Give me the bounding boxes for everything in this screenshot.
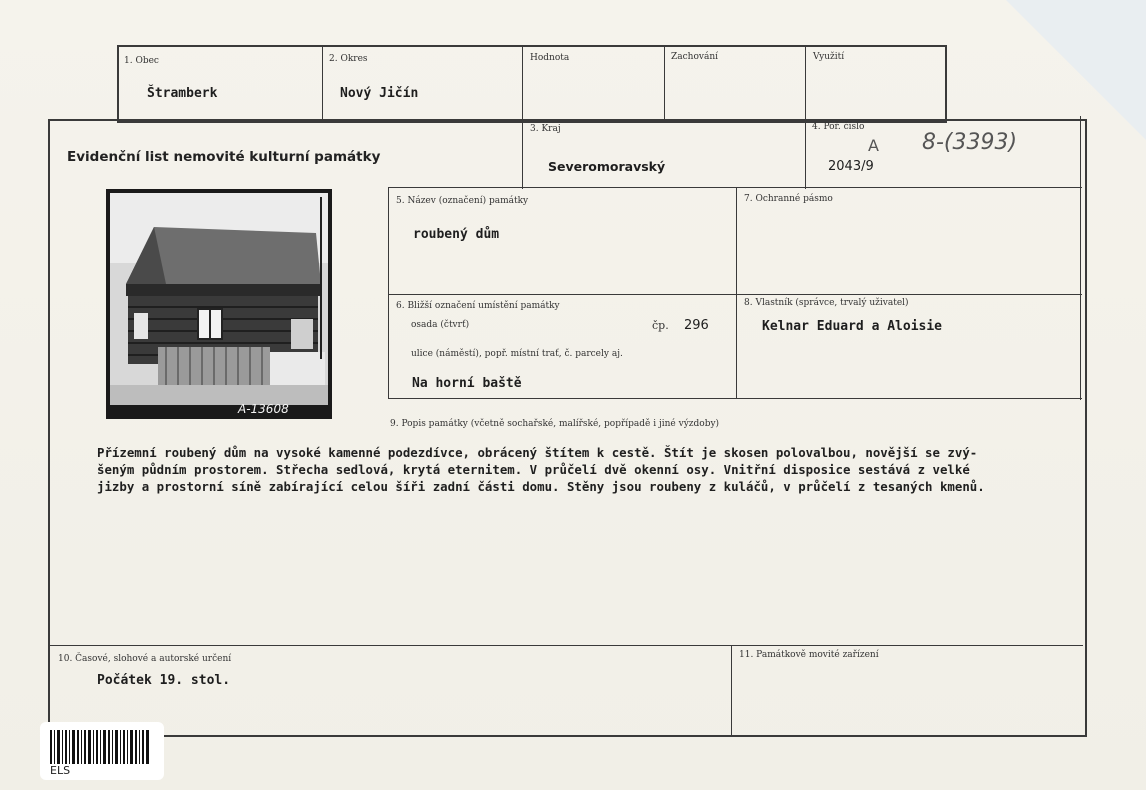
barcode-icon <box>50 730 150 764</box>
grid-line-h2 <box>388 294 1082 295</box>
grid-line-h3 <box>388 398 1082 399</box>
vlastnik-label: 8. Vlastník (správce, trvalý uživatel) <box>744 298 909 308</box>
obec-label: 1. Obec <box>124 56 159 66</box>
ochranne-pasmo-label: 7. Ochranné pásmo <box>744 194 833 204</box>
porcislo-divider <box>805 119 806 189</box>
main-frame-top <box>48 119 524 121</box>
nazev-value: roubený dům <box>413 227 500 242</box>
popis-line: jizby a prostorní síně zabírající celou šíři zadní části domu. Stěny jsou roubeny z kuláčů, v průčelí z tesaných kmenů. <box>97 479 985 494</box>
card-title: Evidenční list nemovité kulturní památky <box>67 149 381 165</box>
hodnota-label: Hodnota <box>530 53 570 63</box>
grid-line-h1 <box>388 187 1082 188</box>
ulice-value: Na horní baště <box>412 376 522 391</box>
house-image <box>106 189 332 419</box>
kraj-label: 3. Kraj <box>530 124 561 134</box>
bottom-divider <box>731 645 732 735</box>
osada-label: osada (čtvrť) <box>411 320 470 330</box>
grid-line-v2 <box>736 187 737 399</box>
vyuziti-label: Využití <box>813 52 845 62</box>
urceni-label: 10. Časové, slohové a autorské určení <box>58 654 232 664</box>
barcode-text: ELS <box>50 764 71 777</box>
obec-value: Štramberk <box>147 86 218 101</box>
okres-label: 2. Okres <box>329 54 368 64</box>
movite-label: 11. Památkově movité zařízení <box>739 650 879 660</box>
kraj-divider <box>522 119 523 189</box>
okres-value: Nový Jičín <box>340 86 419 101</box>
barcode-sticker <box>40 722 164 780</box>
urceni-value: Počátek 19. stol. <box>97 673 231 688</box>
vlastnik-value: Kelnar Eduard a Aloisie <box>762 319 943 334</box>
grid-line-v3 <box>1080 116 1081 400</box>
cp-value: 296 <box>684 318 709 333</box>
bottom-line <box>50 645 1083 646</box>
porcislo-label: 4. Poř. číslo <box>812 122 865 132</box>
umisteni-label: 6. Bližší označení umístění památky <box>396 301 560 311</box>
popis-text <box>97 444 1057 495</box>
photo-caption: A-13608 <box>238 402 289 416</box>
ulice-label: ulice (náměstí), popř. místní trať, č. parcely aj. <box>411 349 623 359</box>
nazev-label: 5. Název (označení) památky <box>396 196 529 206</box>
popis-line: šeným půdním prostorem. Střecha sedlová, krytá eternitem. V průčelí dvě okenní osy. Vnitřní disposice sestává z velké <box>97 462 970 477</box>
popis-label: 9. Popis památky (včetně sochařské, malířské, popřípadě i jiné výzdoby) <box>390 419 720 429</box>
kraj-value: Severomoravský <box>548 159 666 174</box>
zachovani-label: Zachování <box>671 52 718 62</box>
handwritten-number: 8-(3393) <box>922 130 1018 155</box>
cp-label: čp. <box>652 319 669 332</box>
monument-photo <box>106 189 332 419</box>
grid-line-v1 <box>388 187 389 399</box>
popis-line: Přízemní roubený dům na vysoké kamenné podezdívce, obrácený štítem k cestě. Štít je skosen polovalbou, novější se zvý- <box>97 445 978 460</box>
handwritten-mark: A <box>868 136 879 155</box>
porcislo-value: 2043/9 <box>828 159 874 174</box>
